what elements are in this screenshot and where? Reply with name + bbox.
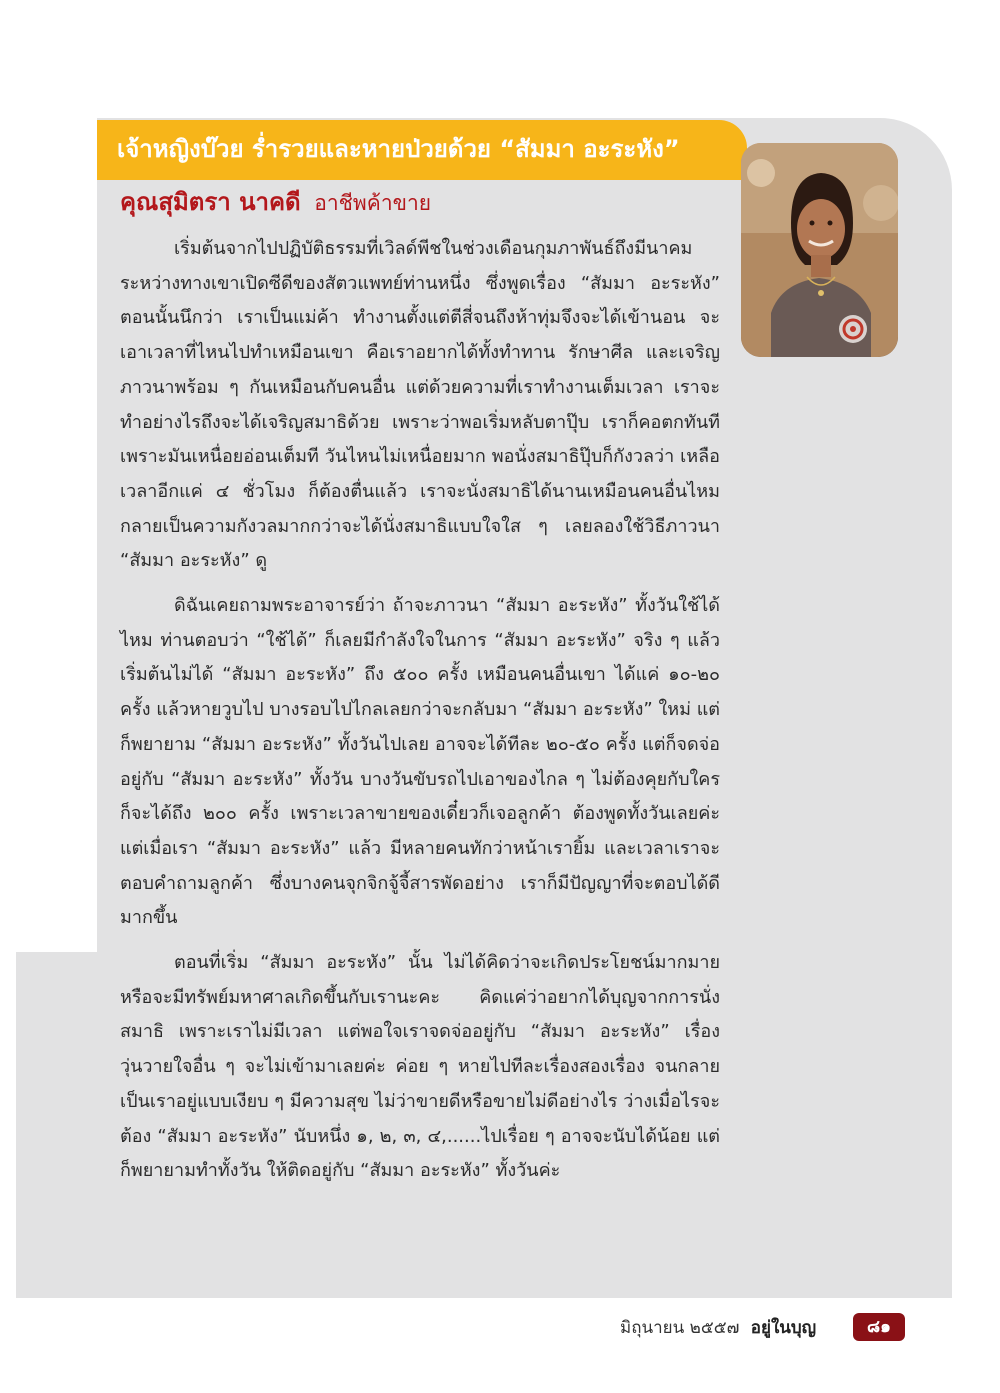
article-body (120, 232, 720, 1199)
article-paragraph-2: ดิฉันเคยถามพระอาจารย์ว่า ถ้าจะภาวนา “สัมมา อะระหัง” ทั้งวันใช้ได้ไหม ท่านตอบว่า “ใช้ได้” ก็เลยมีกำลังใจในการ “สัมมา อะระหัง” จริง ๆ แล้วเริ่มต้นไม่ได้ “สัมมา อะระหัง” ถึง ๕๐๐ ครั้ง เหมือนคนอื่นเขา ได้แค่ ๑๐-๒๐ ครั้ง แล้วหายวูบไป บางรอบไปไกลเลยกว่าจะกลับมา “สัมมา อะระหัง” ใหม่ แต่ก็พยายาม “สัมมา อะระหัง” ทั้งวันไปเลย อาจจะได้ทีละ ๒๐-๕๐ ครั้ง แต่ก็จดจ่ออยู่กับ “สัมมา อะระหัง” ทั้งวัน บางวันขับรถไปเอาของไกล ๆ ไม่ต้องคุยกับใครก็จะได้ถึง ๒๐๐ ครั้ง เพราะเวลาขายของเดี๋ยวก็เจอลูกค้า ต้องพูดทั้งวันเลยค่ะ แต่เมื่อเรา “สัมมา อะระหัง” แล้ว มีหลายคนทักว่าหน้าเรายิ้ม และเวลาเราจะตอบคำถามลูกค้า ซึ่งบางคนจุกจิกจู้จี้สารพัดอย่าง เราก็มีปัญญาที่จะตอบได้ดีมากขึ้น (120, 595, 720, 929)
title-bar (97, 120, 747, 180)
author-role: อาชีพค้าขาย (314, 191, 432, 215)
page-footer (620, 1313, 816, 1343)
author-photo (741, 143, 898, 357)
article-paragraph-3: ตอนที่เริ่ม “สัมมา อะระหัง” นั้น ไม่ได้คิดว่าจะเกิดประโยชน์มากมายหรือจะมีทรัพย์มหาศาลเกิดขึ้นกับเรานะคะ คิดแค่ว่าอยากได้บุญจากการนั่งสมาธิ เพราะเราไม่มีเวลา แต่พอใจเราจดจ่ออยู่กับ “สัมมา อะระหัง” เรื่องวุ่นวายใจอื่น ๆ จะไม่เข้ามาเลยค่ะ ค่อย ๆ หายไปทีละเรื่องสองเรื่อง จนกลายเป็นเราอยู่แบบเงียบ ๆ มีความสุข ไม่ว่าขายดีหรือขายไม่ดีอย่างไร ว่างเมื่อไรจะต้อง “สัมมา อะระหัง” นับหนึ่ง ๑, ๒, ๓, ๔,......ไปเรื่อย ๆ อาจจะนับได้น้อย แต่ก็พยายามทำทั้งวัน ให้ติดอยู่กับ “สัมมา อะระหัง” ทั้งวันค่ะ (120, 952, 720, 1182)
author-name: คุณสุมิตรา นาคดี (120, 188, 301, 216)
issue-date: มิถุนายน ๒๕๕๗ (620, 1318, 740, 1338)
article-title: เจ้าหญิงบ๊วย ร่ำรวยและหายป่วยด้วย “สัมมา อะระหัง” (117, 135, 680, 163)
article-paragraph-1: เริ่มต้นจากไปปฏิบัติธรรมที่เวิลด์พีชในช่วงเดือนกุมภาพันธ์ถึงมีนาคม ระหว่างทางเขาเปิดซีดีของสัตวแพทย์ท่านหนึ่ง ซึ่งพูดเรื่อง “สัมมา อะระหัง” ตอนนั้นนึกว่า เราเป็นแม่ค้า ทำงานตั้งแต่ตีสี่จนถึงห้าทุ่มจึงจะได้เข้านอน จะเอาเวลาที่ไหนไปทำเหมือนเขา คือเราอยากได้ทั้งทำทาน รักษาศีล และเจริญภาวนาพร้อม ๆ กันเหมือนกับคนอื่น แต่ด้วยความที่เราทำงานเต็มเวลา เราจะทำอย่างไรถึงจะได้เจริญสมาธิด้วย เพราะว่าพอเริ่มหลับตาปุ๊บ เราก็คอตกทันที เพราะมันเหนื่อยอ่อนเต็มที วันไหนไม่เหนื่อยมาก พอนั่งสมาธิปุ๊บก็กังวลว่า เหลือเวลาอีกแค่ ๔ ชั่วโมง ก็ต้องตื่นแล้ว เราจะนั่งสมาธิได้นานเหมือนคนอื่นไหม กลายเป็นความกังวลมากกว่าจะได้นั่งสมาธิแบบใจใส ๆ เลยลองใช้วิธีภาวนา “สัมมา อะระหัง” ดู (120, 238, 720, 572)
magazine-name: อยู่ในบุญ (750, 1318, 817, 1338)
author-line (120, 182, 431, 222)
page-number: ๘๑ (853, 1313, 905, 1341)
content-panel-extension (16, 952, 136, 1298)
portrait-image (741, 143, 898, 357)
